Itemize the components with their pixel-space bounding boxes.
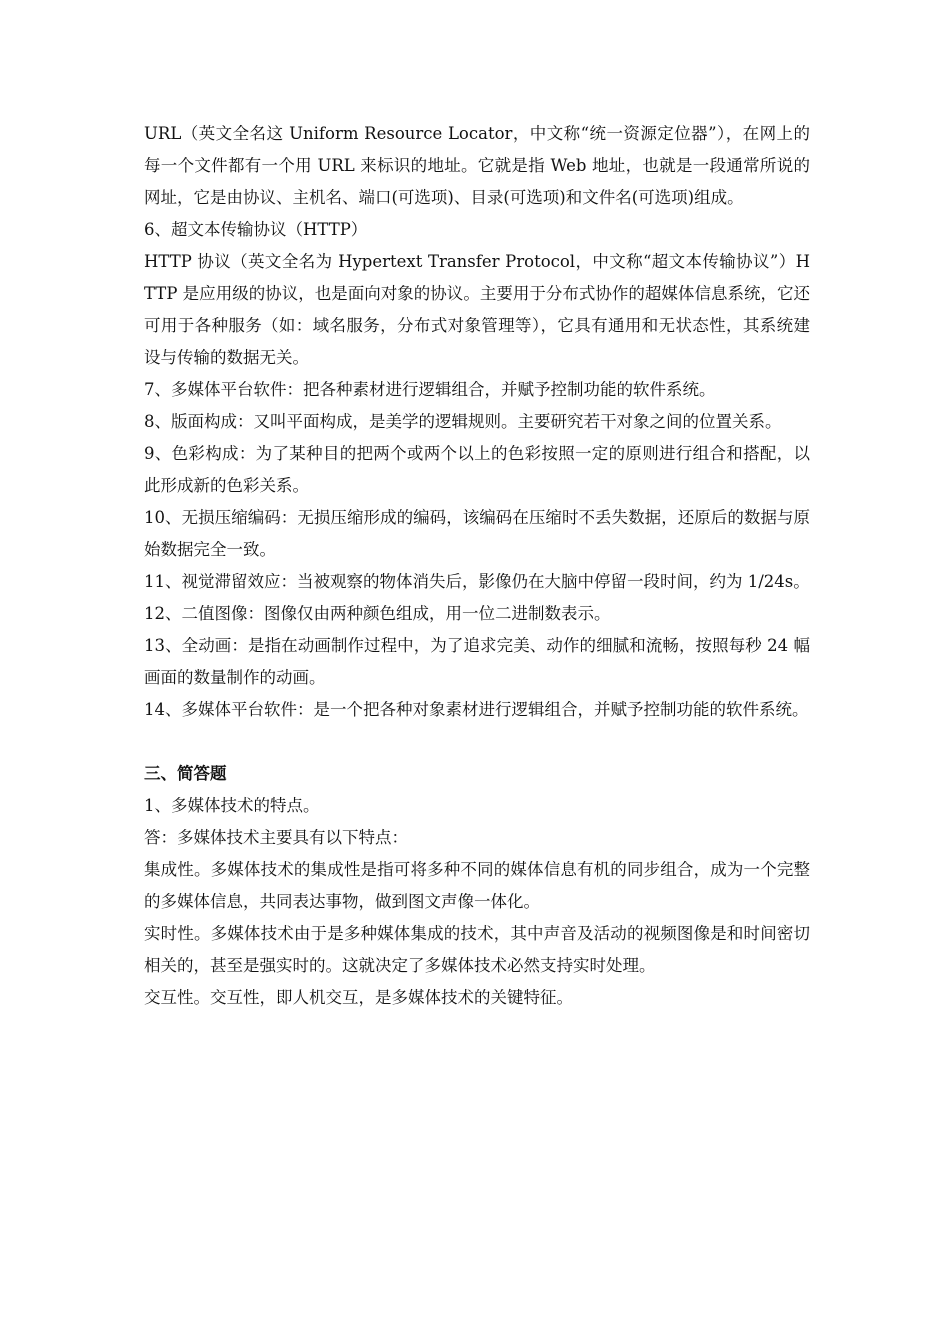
term-14-definition: 14、多媒体平台软件：是一个把各种对象素材进行逻辑组合，并赋予控制功能的软件系统。: [144, 700, 809, 719]
answer-point-interactivity: 交互性。交互性，即人机交互，是多媒体技术的关键特征。: [144, 988, 573, 1007]
paragraph-url-definition: URL（英文全名这 Uniform Resource Locator，中文称“统一资源定位器”），在网上的每一个文件都有一个用 URL 来标识的地址。它就是指 Web 地址，也就是一段通常所说的网址，它是由协议、主机名、端口(可选项)、目录(可选项)和文件名(可选项)组成。: [144, 124, 810, 207]
term-11-definition: 11、视觉滞留效应：当被观察的物体消失后，影像仍在大脑中停留一段时间，约为 1/24s。: [144, 572, 810, 591]
section-spacer: [144, 726, 810, 758]
term-12-definition: 12、二值图像：图像仅由两种颜色组成，用一位二进制数表示。: [144, 604, 611, 623]
term-13-definition: 13、全动画：是指在动画制作过程中，为了追求完美、动作的细腻和流畅，按照每秒 24 幅画面的数量制作的动画。: [144, 636, 810, 687]
answer-point-integration: 集成性。多媒体技术的集成性是指可将多种不同的媒体信息有机的同步组合，成为一个完整的多媒体信息，共同表达事物，做到图文声像一体化。: [144, 860, 810, 911]
paragraph-http-definition: HTTP 协议（英文全名为 Hypertext Transfer Protocol，中文称“超文本传输协议”）HTTP 是应用级的协议，也是面向对象的协议。主要用于分布式协作的超媒体信息系统，它还可用于各种服务（如：域名服务，分布式对象管理等），它具有通用和无状态性，其系统建设与传输的数据无关。: [144, 252, 810, 367]
section-heading: 三、简答题: [144, 764, 227, 783]
term-8-definition: 8、版面构成：又叫平面构成，是美学的逻辑规则。主要研究若干对象之间的位置关系。: [144, 412, 782, 431]
document-body: [144, 118, 810, 1014]
term-10-definition: 10、无损压缩编码：无损压缩形成的编码，该编码在压缩时不丢失数据，还原后的数据与原始数据完全一致。: [144, 508, 810, 559]
answer-intro: 答：多媒体技术主要具有以下特点：: [144, 828, 408, 847]
term-6-title: 6、超文本传输协议（HTTP）: [144, 220, 368, 239]
term-9-definition: 9、色彩构成：为了某种目的把两个或两个以上的色彩按照一定的原则进行组合和搭配，以此形成新的色彩关系。: [144, 444, 810, 495]
question-1: 1、多媒体技术的特点。: [144, 796, 320, 815]
answer-point-realtime: 实时性。多媒体技术由于是多种媒体集成的技术，其中声音及活动的视频图像是和时间密切相关的，甚至是强实时的。这就决定了多媒体技术必然支持实时处理。: [144, 924, 810, 975]
term-7-definition: 7、多媒体平台软件：把各种素材进行逻辑组合，并赋予控制功能的软件系统。: [144, 380, 716, 399]
